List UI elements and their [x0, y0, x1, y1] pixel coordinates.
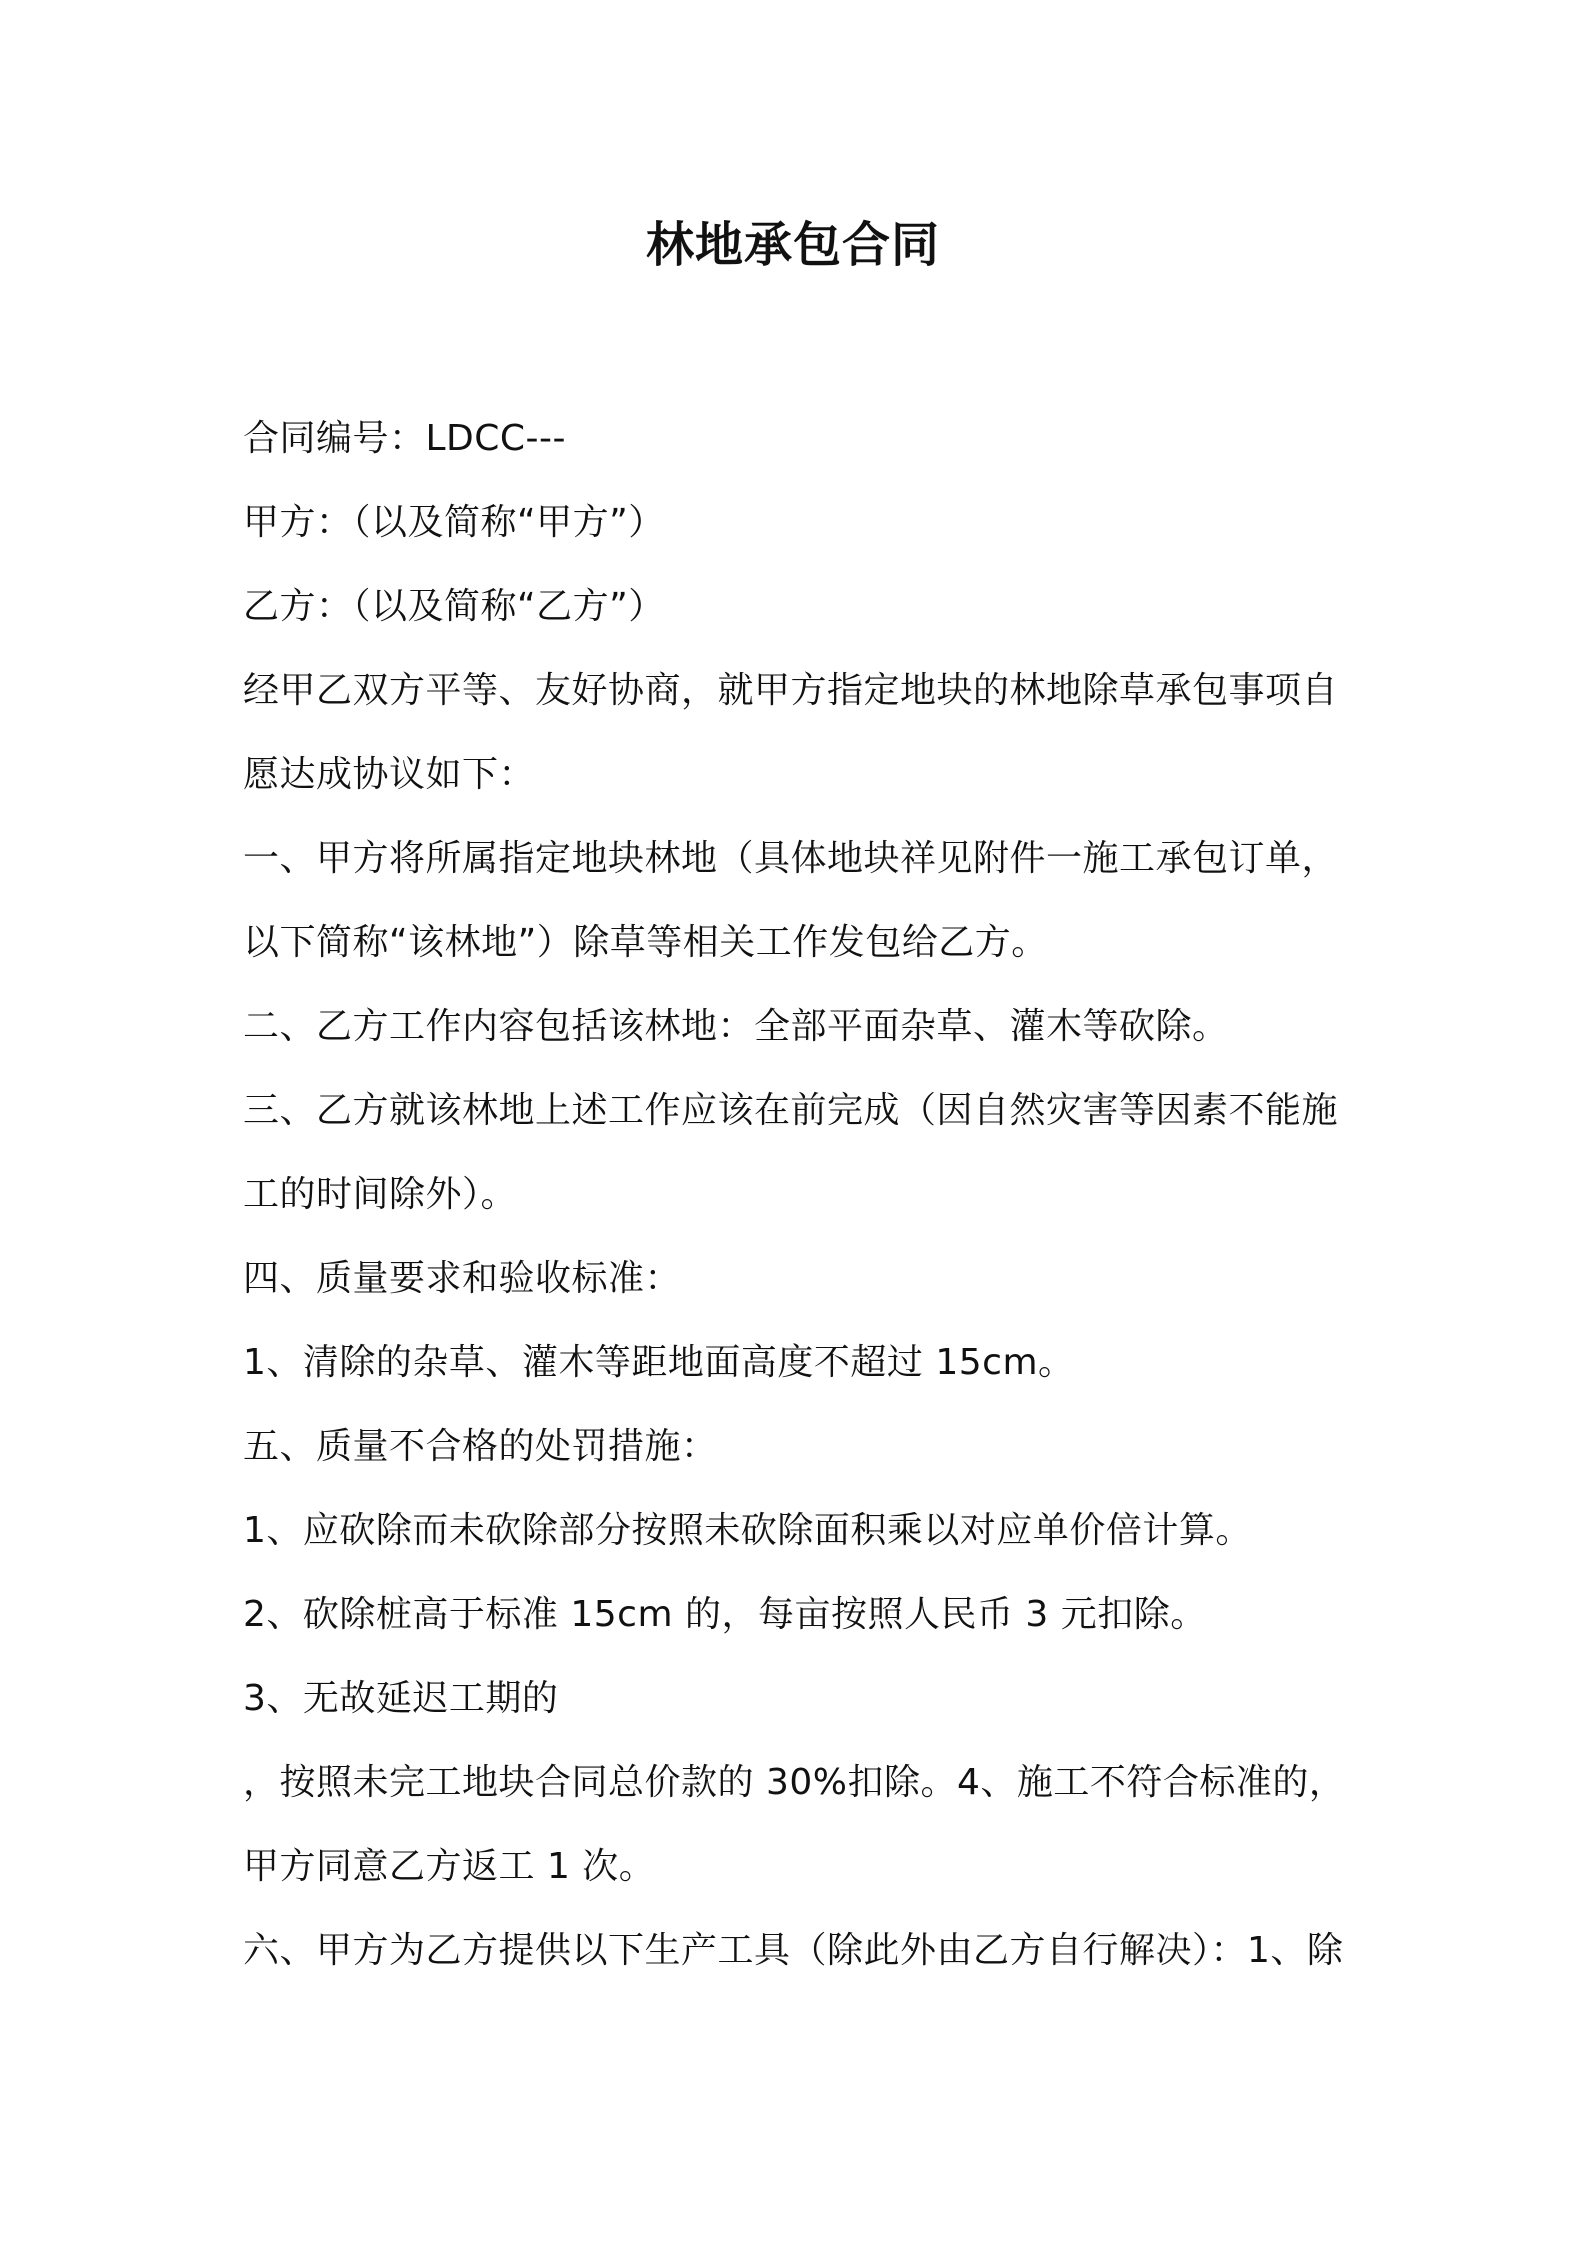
contract-number-line: 合同编号：LDCC---	[243, 418, 567, 459]
preamble-line-1: 经甲乙双方平等、友好协商，就甲方指定地块的林地除草承包事项自	[243, 670, 1339, 711]
clause-5-item-2: 2、砍除桩高于标准 15cm 的，每亩按照人民币 3 元扣除。	[243, 1594, 1207, 1635]
clause-3-line-1: 三、乙方就该林地上述工作应该在前完成（因自然灾害等因素不能施	[243, 1090, 1339, 1131]
clause-2-line: 二、乙方工作内容包括该林地：全部平面杂草、灌木等砍除。	[243, 1006, 1229, 1047]
party-a-line: 甲方：（以及简称“甲方”）	[243, 502, 665, 543]
clause-5-heading: 五、质量不合格的处罚措施：	[243, 1426, 718, 1467]
clause-1-line-2: 以下简称“该林地”）除草等相关工作发包给乙方。	[243, 922, 1048, 963]
clause-1-line-1: 一、甲方将所属指定地块林地（具体地块祥见附件一施工承包订单，	[243, 838, 1339, 879]
clause-6-line: 六、甲方为乙方提供以下生产工具（除此外由乙方自行解决）：1、除	[243, 1930, 1344, 1971]
preamble-line-2: 愿达成协议如下：	[243, 754, 536, 795]
clause-3-line-2: 工的时间除外）。	[243, 1174, 518, 1215]
document-title: 林地承包合同	[645, 217, 940, 273]
clause-5-item-1: 1、应砍除而未砍除部分按照未砍除面积乘以对应单价倍计算。	[243, 1510, 1252, 1551]
document-body	[243, 397, 1363, 1993]
clause-5-item-4-cont: 甲方同意乙方返工 1 次。	[243, 1846, 656, 1887]
clause-4-item-1: 1、清除的杂草、灌木等距地面高度不超过 15cm。	[243, 1342, 1075, 1383]
party-b-line: 乙方：（以及简称“乙方”）	[243, 586, 665, 627]
clause-5-item-3-cont: ，按照未完工地块合同总价款的 30%扣除。4、施工不符合标准的，	[243, 1762, 1346, 1803]
clause-4-heading: 四、质量要求和验收标准：	[243, 1258, 682, 1299]
clause-5-item-3: 3、无故延迟工期的	[243, 1678, 559, 1719]
